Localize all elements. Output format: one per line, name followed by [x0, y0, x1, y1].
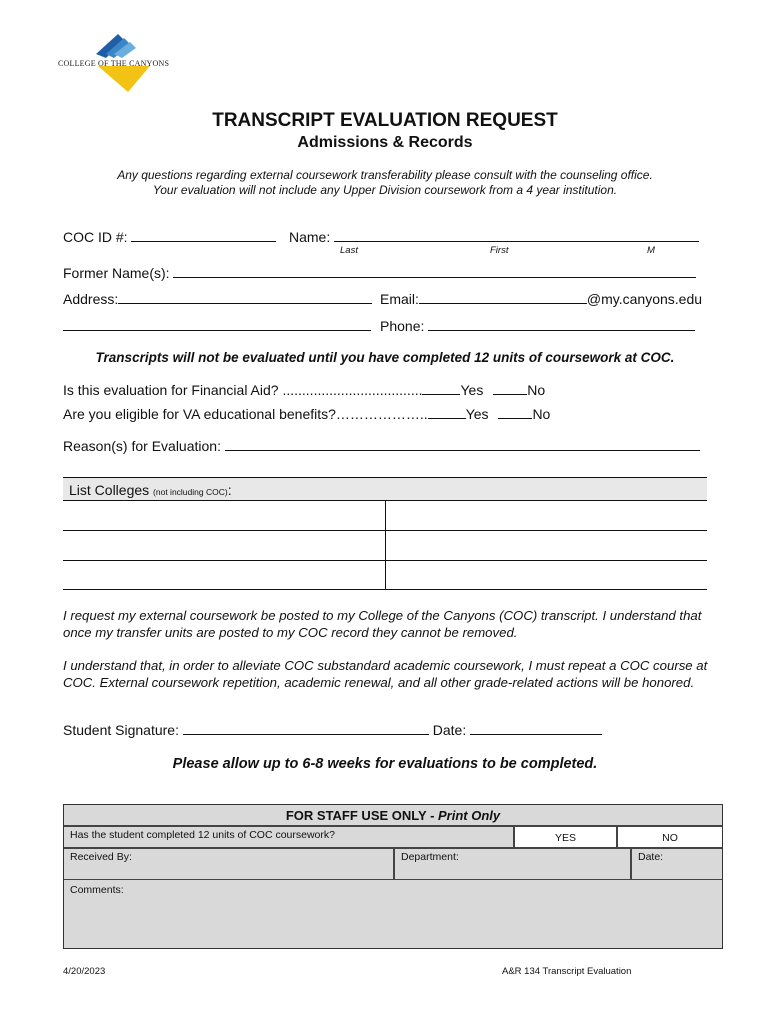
staff-date-cell[interactable] — [631, 848, 722, 880]
former-names-label: Former Name(s): — [63, 265, 170, 281]
va-yes-label: Yes — [465, 406, 489, 422]
statement-paragraph-1: I request my external coursework be posted to my College of the Canyons (COC) transcript. I understand that once my transfer units are posted to my COC record they cannot be removed. — [63, 608, 702, 640]
financial-aid-yes-label: Yes — [460, 382, 484, 398]
financial-aid-yes-field[interactable] — [422, 382, 460, 395]
intro-line-2: Your evaluation will not include any Upper Division coursework from a 4 year institution. — [152, 183, 618, 197]
processing-time-notice: Please allow up to 6-8 weeks for evaluations to be completed. — [172, 756, 598, 772]
footer-form-id: A&R 134 Transcript Evaluation — [502, 966, 632, 977]
logo-text: COLLEGE OF THE CANYONS — [58, 59, 170, 68]
former-names-field[interactable] — [173, 265, 696, 278]
staff-question: Has the student completed 12 units of COC coursework? — [70, 829, 335, 841]
financial-aid-question: Is this evaluation for Financial Aid? .................................... — [63, 382, 423, 398]
form-title: TRANSCRIPT EVALUATION REQUEST — [212, 110, 558, 131]
footer-date: 4/20/2023 — [63, 966, 106, 977]
va-no-field[interactable] — [498, 406, 532, 419]
statement-paragraph-2: I understand that, in order to alleviate COC substandard academic coursework, I must repeat a COC course at COC. External coursework repetition, academic renewal, and all other grade-related actions will be honored. — [63, 658, 708, 690]
staff-header-text: FOR STAFF USE ONLY - — [285, 808, 439, 823]
name-label: Name: — [289, 229, 331, 245]
name-last-hint: Last — [340, 245, 358, 256]
college-row-2[interactable] — [63, 560, 707, 561]
name-middle-hint: M — [647, 245, 655, 256]
staff-no-label: NO — [662, 832, 678, 844]
staff-no-cell[interactable] — [617, 826, 722, 848]
staff-department-label: Department: — [401, 851, 459, 863]
list-colleges-note: (not including COC) — [153, 487, 228, 497]
email-field[interactable] — [419, 291, 587, 304]
staff-received-by-cell[interactable] — [64, 848, 394, 880]
list-colleges-label: List Colleges — [69, 482, 150, 498]
signature-date-field[interactable] — [470, 722, 602, 735]
staff-header-italic: Print Only — [438, 808, 501, 823]
name-field[interactable] — [334, 229, 699, 242]
address-label: Address: — [63, 291, 119, 307]
signature-field[interactable] — [183, 722, 429, 735]
signature-date-label: Date: — [432, 722, 467, 738]
coc-id-label: COC ID #: — [63, 229, 128, 245]
financial-aid-no-label: No — [527, 382, 546, 398]
units-notice: Transcripts will not be evaluated until you have completed 12 units of coursework at COC. — [95, 350, 675, 365]
va-yes-field[interactable] — [428, 406, 466, 419]
college-row-1[interactable] — [63, 530, 707, 531]
staff-use-box — [63, 804, 723, 949]
staff-department-cell[interactable] — [394, 848, 631, 880]
va-no-label: No — [532, 406, 551, 422]
signature-label: Student Signature: — [63, 722, 179, 738]
staff-yes-label: YES — [554, 832, 576, 844]
staff-comments-label: Comments: — [70, 884, 124, 896]
reasons-label: Reason(s) for Evaluation: — [63, 438, 221, 454]
financial-aid-no-field[interactable] — [493, 382, 527, 395]
list-colleges-header — [63, 478, 707, 501]
coc-id-field[interactable] — [131, 229, 276, 242]
name-first-hint: First — [490, 245, 509, 256]
phone-label: Phone: — [380, 318, 425, 334]
colleges-column-divider — [385, 501, 386, 589]
staff-date-label: Date: — [638, 851, 664, 863]
staff-received-by-label: Received By: — [70, 851, 132, 863]
email-domain: @my.canyons.edu — [586, 291, 703, 307]
intro-line-1: Any questions regarding external coursework transferability please consult with the counseling office. — [117, 168, 653, 182]
reasons-field[interactable] — [225, 438, 700, 451]
email-label: Email: — [380, 291, 419, 307]
address-field-1[interactable] — [118, 291, 372, 304]
list-colleges-colon: : — [227, 482, 232, 498]
form-subtitle: Admissions & Records — [297, 134, 473, 151]
phone-field[interactable] — [428, 318, 695, 331]
address-field-2[interactable] — [63, 318, 371, 331]
staff-question-cell — [64, 826, 514, 848]
staff-comments-cell[interactable] — [64, 880, 722, 948]
va-question: Are you eligible for VA educational benefits?……………….. — [63, 406, 428, 422]
college-row-3[interactable] — [63, 589, 707, 590]
staff-header — [64, 805, 722, 826]
staff-yes-cell[interactable] — [514, 826, 617, 848]
